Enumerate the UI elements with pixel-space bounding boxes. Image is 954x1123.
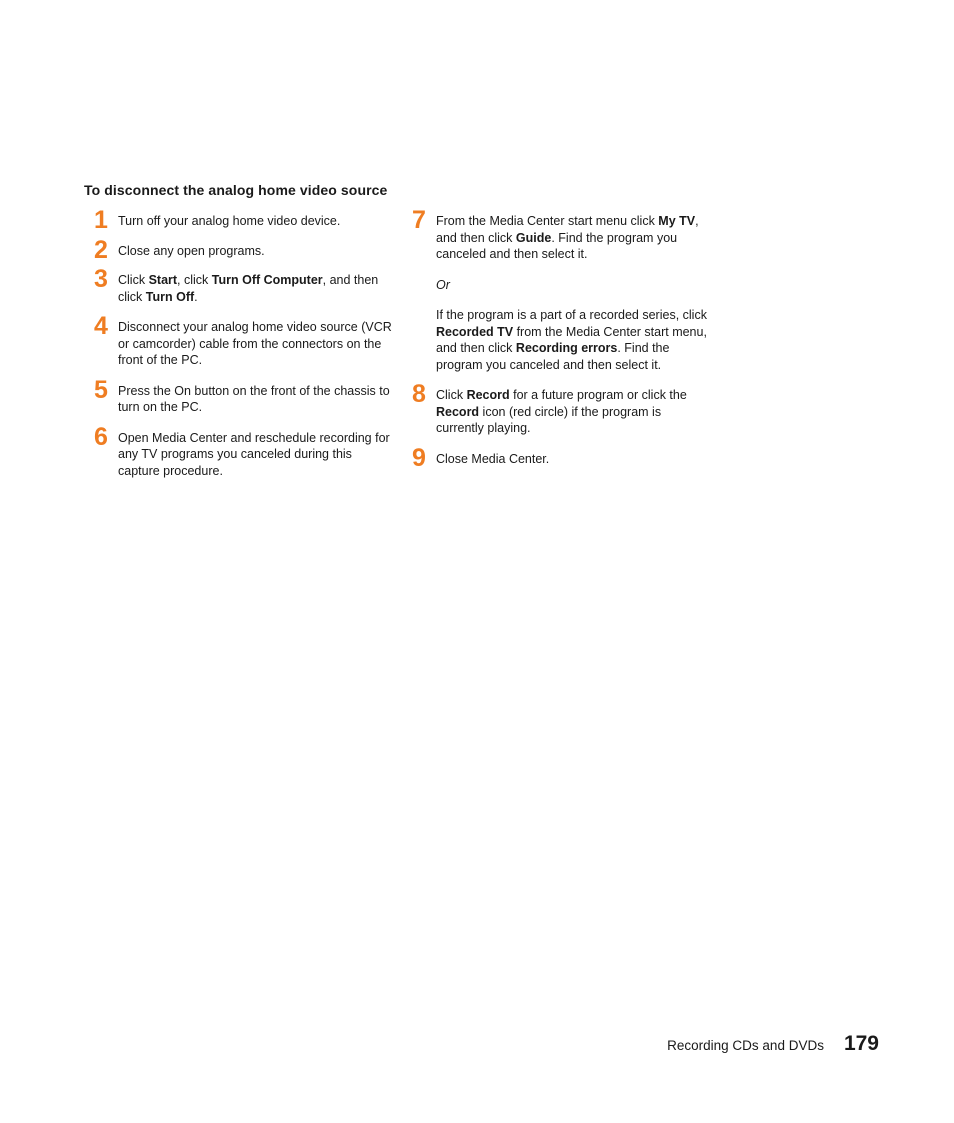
bold-term: Record — [466, 388, 510, 402]
step-number: 7 — [412, 206, 426, 234]
step-8 — [412, 380, 712, 437]
step-number: 4 — [94, 312, 108, 340]
step-number: 9 — [412, 443, 426, 472]
text-run: icon (red circle) if the program is currently playing. — [436, 404, 662, 435]
step-number: 5 — [94, 375, 108, 404]
step-text — [436, 387, 712, 437]
text-run: Click — [436, 388, 467, 402]
step-text — [436, 213, 712, 263]
step-number: 1 — [94, 206, 108, 234]
text-run: Turn off your analog home video device. — [118, 214, 341, 228]
step-text-alternate — [436, 307, 712, 373]
text-run: , click — [177, 273, 212, 287]
step-text — [118, 243, 394, 260]
bold-term: Start — [148, 273, 178, 287]
step-4 — [94, 312, 394, 369]
step-text — [436, 451, 712, 468]
bold-term: Turn Off — [145, 289, 195, 304]
bold-term: Guide — [515, 230, 552, 245]
step-number: 2 — [94, 235, 108, 264]
text-run: If the program is a part of a recorded series, click — [436, 308, 707, 322]
bold-term: Recorded TV — [436, 324, 514, 339]
step-text — [118, 213, 394, 230]
text-run: . — [194, 289, 198, 304]
step-2 — [94, 235, 394, 264]
bold-term: My TV — [658, 214, 696, 228]
step-number: 6 — [94, 422, 108, 451]
step-5 — [94, 375, 394, 416]
page-number: 179 — [843, 1032, 879, 1055]
step-7 — [412, 206, 712, 373]
step-text — [118, 430, 394, 480]
text-run: Disconnect your analog home video source (VCR or camcorder) cable from the connectors on the front of the PC. — [118, 320, 392, 367]
step-3 — [94, 265, 394, 305]
section-heading: To disconnect the analog home video source — [84, 182, 388, 198]
step-6 — [94, 422, 394, 480]
bold-term: Recording errors — [515, 341, 618, 355]
text-run: for a future program or click the — [509, 388, 687, 402]
text-run: . Find the program you canceled and then select it. — [436, 230, 678, 261]
step-number: 3 — [94, 265, 108, 293]
steps-column-right — [412, 206, 712, 472]
text-run: Close Media Center. — [436, 451, 550, 466]
step-number: 8 — [412, 380, 426, 408]
text-run: Press the On button on the front of the chassis to turn on the PC. — [118, 383, 390, 414]
step-1 — [94, 206, 394, 234]
text-run: from the Media Center start menu, and then click — [436, 324, 707, 355]
text-run: , and then click — [436, 214, 699, 245]
page-footer — [667, 1032, 879, 1056]
steps-column-left — [94, 206, 394, 479]
step-text — [118, 272, 394, 305]
step-9 — [412, 443, 712, 472]
text-run: Open Media Center and reschedule recording for any TV programs you canceled during this capture procedure. — [118, 430, 390, 478]
step-text — [118, 383, 394, 416]
text-run: , and then click — [118, 273, 379, 304]
step-text — [118, 319, 394, 369]
or-separator: Or — [436, 277, 450, 292]
text-run: Click — [118, 273, 149, 287]
footer-section-title: Recording CDs and DVDs — [667, 1038, 824, 1053]
text-run: Close any open programs. — [118, 243, 265, 258]
text-run: From the Media Center start menu click — [436, 214, 659, 228]
bold-term: Turn Off Computer — [211, 273, 323, 287]
bold-term: Record — [436, 404, 480, 419]
text-run: . Find the program you canceled and then select it. — [436, 341, 670, 372]
